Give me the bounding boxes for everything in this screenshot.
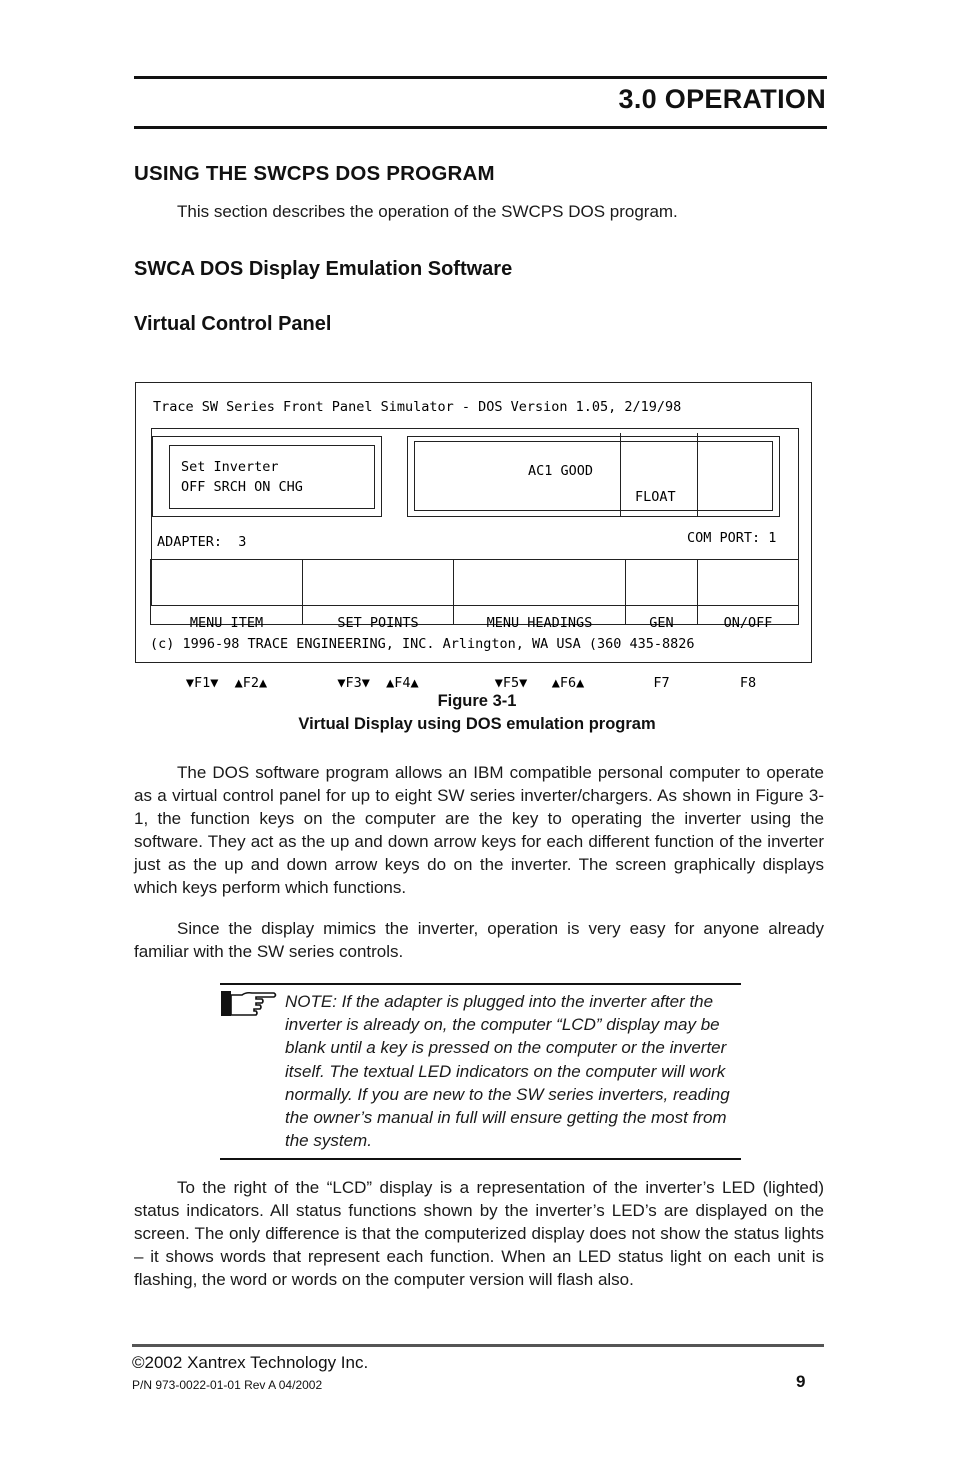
- status-divider-2: [697, 433, 698, 517]
- key-shortcuts: F8: [739, 675, 757, 691]
- status-divider-1: [620, 433, 621, 517]
- key-gen[interactable]: [626, 560, 698, 691]
- key-on-off[interactable]: [698, 560, 798, 691]
- footer-part-number: P/N 973-0022-01-01 Rev A 04/2002: [132, 1378, 323, 1392]
- header-top-rule: [134, 76, 827, 79]
- note-top-rule: [220, 983, 741, 985]
- screen-copyright: (c) 1996-98 TRACE ENGINEERING, INC. Arlington, WA USA (360 435-8826: [150, 636, 695, 652]
- footer-rule: [132, 1344, 824, 1347]
- figure-caption-text: Virtual Display using DOS emulation program: [298, 715, 656, 733]
- subsection-emulation-title: SWCA DOS Display Emulation Software: [134, 258, 513, 280]
- key-title: MENU HEADINGS: [486, 615, 593, 631]
- key-title: ON/OFF: [723, 615, 773, 631]
- paragraph-text: To the right of the “LCD” display is a representation of the inverter’s LED (lighted) status indicators. All status functions shown by the inverter’s LED’s are displayed on the screen. The only difference is that the computerized display does not show the status lights – it shows words that represent each function. When an LED status light on each unit is flashing, the word or words on the computer version will flash also.: [134, 1178, 824, 1289]
- figure-caption-number: Figure 3-1: [437, 692, 517, 710]
- virtual-panel-figure: [135, 382, 812, 691]
- status-outer: [407, 436, 780, 517]
- footer-copyright: ©2002 Xantrex Technology Inc.: [132, 1353, 369, 1372]
- key-shortcuts: F7: [653, 675, 670, 691]
- body-paragraph-1: [134, 761, 824, 899]
- screen-title: Trace SW Series Front Panel Simulator - DOS Version 1.05, 2/19/98: [153, 399, 682, 415]
- chapter-title: 3.0 OPERATION: [618, 84, 826, 114]
- status-ac-good: AC1 GOOD: [528, 463, 594, 479]
- lcd-line-2: OFF SRCH ON CHG: [181, 479, 303, 495]
- key-title: SET POINTS: [337, 615, 419, 631]
- status-float: FLOAT: [635, 489, 676, 505]
- key-menu-headings[interactable]: [454, 560, 626, 691]
- key-title: MENU ITEM: [189, 615, 264, 631]
- lcd-outer: [152, 436, 382, 517]
- lcd-line-1: Set Inverter: [181, 459, 279, 475]
- section-intro: This section describes the operation of the SWCPS DOS program.: [177, 202, 678, 221]
- paragraph-text: Since the display mimics the inverter, operation is very easy for anyone already familiar with the SW series controls.: [134, 919, 824, 961]
- paragraph-text: The DOS software program allows an IBM compatible personal computer to operate as a virtual control panel for up to eight SW series inverter/chargers. As shown in Figure 3-1, the function keys on the computer are the key to operating the inverter using the software. They act as the up and down arrow keys for each different function of the inverter just as the up and down arrow keys do on the inverter. The screen graphically displays which keys perform which functions.: [134, 763, 824, 897]
- key-title: GEN: [649, 615, 674, 631]
- note-text: NOTE: If the adapter is plugged into the inverter after the inverter is already on, the computer “LCD” display may be blank until a key is pressed on the computer or the inverter itself. The textual LED indicators on the computer will work normally. If you are new to the SW series inverters, reading the owner’s manual in full will ensure getting the most from the system.: [285, 992, 730, 1151]
- subsection-panel-title: Virtual Control Panel: [134, 313, 332, 335]
- section-title: USING THE SWCPS DOS PROGRAM: [134, 162, 495, 185]
- body-paragraph-2: [134, 917, 824, 963]
- key-set-points[interactable]: [303, 560, 454, 691]
- com-port-label: COM PORT: 1: [687, 530, 777, 546]
- pointing-hand-icon: [220, 990, 278, 1018]
- lcd-display: [169, 445, 375, 509]
- note-bottom-rule: [220, 1158, 741, 1160]
- page-number: 9: [796, 1372, 806, 1391]
- body-paragraph-3: [134, 1176, 824, 1291]
- header-bottom-rule: [134, 126, 827, 129]
- key-menu-item[interactable]: [151, 560, 303, 691]
- key-shortcuts: ▼F1▼ ▲F2▲: [185, 675, 268, 691]
- key-shortcuts: ▼F3▼ ▲F4▲: [337, 675, 419, 691]
- status-display: [414, 441, 773, 511]
- adapter-label: ADAPTER: 3: [157, 534, 247, 550]
- key-shortcuts: ▼F5▼ ▲F6▲: [494, 675, 585, 691]
